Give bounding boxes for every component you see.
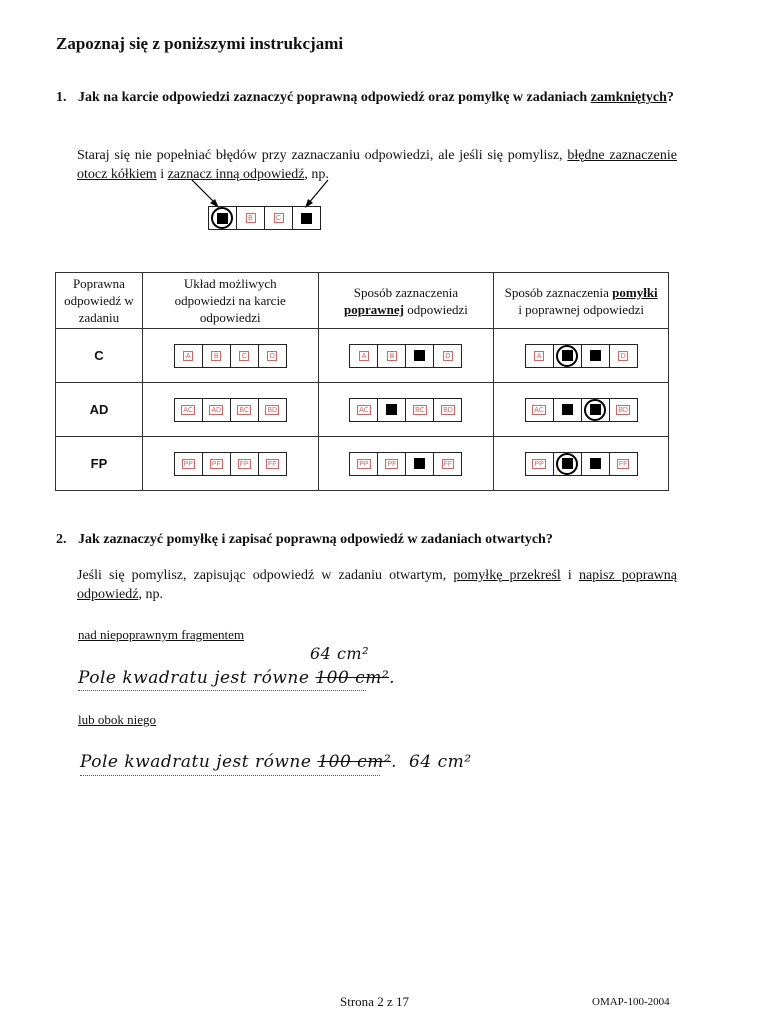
header-correct-answer: Poprawna odpowiedź w zadaniu [56, 273, 143, 329]
label-above-fragment: nad niepoprawnym fragmentem [78, 627, 245, 642]
label-beside-fragment: lub obok niego [78, 712, 156, 727]
question-2 [56, 530, 676, 552]
correct-marking-cell [318, 329, 494, 383]
option-box-row: A B D [349, 344, 462, 368]
layout-cell [142, 329, 318, 383]
option-box-row: A D [525, 344, 638, 368]
error-circle-icon [556, 453, 578, 475]
correct-marking-cell [318, 437, 494, 491]
arrow-line-left [192, 180, 216, 204]
question-2-instruction: Jeśli się pomylisz, zapisując odpowiedź w zadaniu otwartym, pomyłkę przekreśl i napisz poprawną odpowiedź, np. [77, 568, 678, 602]
layout-cell [142, 383, 318, 437]
question-1-instruction: Staraj się nie popełniać błędów przy zaznaczaniu odpowiedzi, ale jeśli się pomylisz, błędne zaznaczenie otocz kółkiem i zaznacz inną odpowiedź, np. [77, 148, 678, 182]
option-box-row: AC AD BC BD [174, 398, 287, 422]
table-row [56, 329, 669, 383]
option-box-row: PP FF [525, 452, 638, 476]
error-marking-cell [494, 383, 669, 437]
filled-mark-icon [414, 350, 425, 361]
layout-cell [142, 437, 318, 491]
dotted-line [78, 690, 366, 691]
question-1-text: Jak na karcie odpowiedzi zaznaczyć poprawną odpowiedź oraz pomyłkę w zadaniach zamkniętych? [78, 90, 674, 105]
handwritten-example-1: Pole kwadratu jest równe 100 cm². [78, 668, 396, 688]
filled-mark-icon [590, 458, 601, 469]
option-box-row: AC BD [525, 398, 638, 422]
table-row [56, 437, 669, 491]
filled-mark-icon [590, 350, 601, 361]
correct-marking-cell [318, 383, 494, 437]
error-marking-cell [494, 437, 669, 491]
row-answer-key: C [56, 329, 143, 383]
option-box-row: A B C D [174, 344, 287, 368]
header-layout: Układ możliwych odpowiedzi na karcie odpowiedzi [142, 273, 318, 329]
handwritten-correction-beside: 64 cm² [409, 752, 472, 772]
document-code: OMAP-100-2004 [592, 996, 670, 1008]
question-1-number: 1. [56, 90, 67, 105]
header-error-marking: Sposób zaznaczenia pomyłki i poprawnej odpowiedzi [494, 273, 669, 329]
filled-mark-icon [386, 404, 397, 415]
option-box-row: PP PF FP FF [174, 452, 287, 476]
example-cell-b: B [236, 207, 264, 229]
table-header-row [56, 273, 669, 329]
table-row [56, 383, 669, 437]
option-box-row: PP PF FF [349, 452, 462, 476]
filled-mark-icon [562, 404, 573, 415]
filled-mark-icon [301, 213, 312, 224]
error-circle-icon [584, 399, 606, 421]
dotted-line [80, 775, 380, 776]
example-answer-boxes [208, 206, 321, 230]
option-box-row: AC BC BD [349, 398, 462, 422]
crossed-out-value: 100 cm² [315, 668, 390, 688]
underlined-zamknietych: zamkniętych [590, 90, 667, 105]
row-answer-key: AD [56, 383, 143, 437]
marking-instructions-table [55, 272, 669, 491]
filled-mark-icon [414, 458, 425, 469]
page-heading: Zapoznaj się z poniższymi instrukcjami [56, 34, 344, 53]
example-cell-d [292, 207, 320, 229]
example-cell-c: C [264, 207, 292, 229]
error-circle-icon [211, 207, 233, 229]
error-marking-cell [494, 329, 669, 383]
row-answer-key: FP [56, 437, 143, 491]
error-circle-icon [556, 345, 578, 367]
arrow-line-right [308, 180, 328, 204]
example-cell-a [209, 207, 236, 229]
question-2-number: 2. [56, 532, 67, 547]
header-correct-marking: Sposób zaznaczenia poprawnej odpowiedzi [318, 273, 494, 329]
handwritten-correction-above: 64 cm² [310, 644, 369, 663]
question-1 [56, 88, 676, 132]
question-2-text: Jak zaznaczyć pomyłkę i zapisać poprawną odpowiedź w zadaniach otwartych? [78, 532, 553, 547]
handwritten-example-2: Pole kwadratu jest równe 100 cm². 64 cm² [80, 752, 472, 772]
page-number: Strona 2 z 17 [340, 994, 409, 1009]
crossed-out-value: 100 cm² [317, 752, 392, 772]
